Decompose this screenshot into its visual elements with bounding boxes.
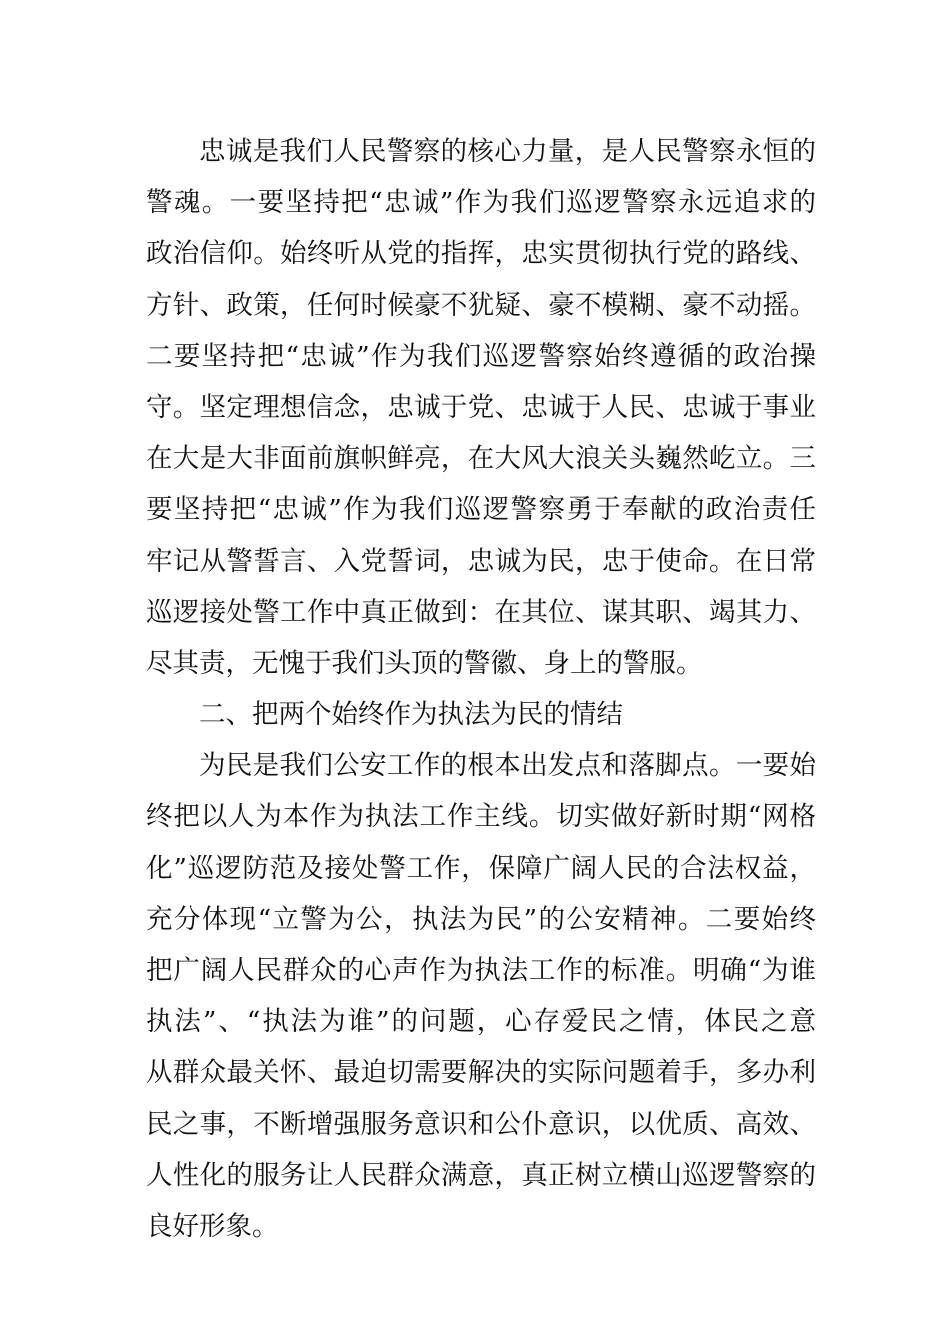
paragraph-line: 忠诚是我们人民警察的核心力量，是人民警察永恒的 [199,136,816,167]
paragraph-line: 从群众最关怀、最迫切需要解决的实际问题着手，多办利 [146,1057,816,1089]
paragraph-line: 化”巡逻防范及接处警工作，保障广阔人民的合法权益， [146,852,816,884]
paragraph-line: 牢记从警誓言、入党誓词，忠诚为民，忠于使命。在日常 [146,545,816,577]
paragraph-line: 警魂。一要坚持把“忠诚”作为我们巡逻警察永远追求的 [146,187,816,219]
paragraph-line: 政治信仰。始终听从党的指挥，忠实贯彻执行党的路线、 [146,238,816,270]
paragraph-line: 执法”、“执法为谁”的问题，心存爱民之情，体民之意 [146,1006,816,1038]
paragraph-line: 巡逻接处警工作中真正做到：在其位、谋其职、竭其力、 [146,596,816,628]
paragraph-line: 人性化的服务让人民群众满意，真正树立横山巡逻警察的 [146,1159,816,1191]
paragraph-line: 要坚持把“忠诚”作为我们巡逻警察勇于奉献的政治责任 [146,494,816,526]
paragraph-line: 二要坚持把“忠诚”作为我们巡逻警察始终遵循的政治操 [146,340,816,372]
paragraph-line: 尽其责，无愧于我们头顶的警徽、身上的警服。 [146,647,703,679]
paragraph-serve-people [146,740,816,1252]
paragraph-line: 在大是大非面前旗帜鲜亮，在大风大浪关头巍然屹立。三 [146,443,816,475]
paragraph-line: 终把以人为本作为执法工作主线。切实做好新时期“网格 [146,801,816,833]
paragraph-loyalty [146,126,816,689]
section-heading-text: 二、把两个始终作为执法为民的情结 [199,699,623,731]
paragraph-line: 良好形象。 [146,1210,279,1242]
document-body [146,126,816,1252]
paragraph-line: 民之事，不断增强服务意识和公仆意识，以优质、高效、 [146,1108,816,1140]
paragraph-line: 充分体现“立警为公，执法为民”的公安精神。二要始终 [146,903,816,935]
section-heading [146,689,816,740]
paragraph-line: 守。坚定理想信念，忠诚于党、忠诚于人民、忠诚于事业 [146,391,816,423]
paragraph-line: 把广阔人民群众的心声作为执法工作的标准。明确“为谁 [146,955,816,986]
paragraph-line: 方针、政策，任何时候豪不犹疑、豪不模糊、豪不动摇。 [146,289,816,321]
paragraph-line: 为民是我们公安工作的根本出发点和落脚点。一要始 [199,750,816,782]
